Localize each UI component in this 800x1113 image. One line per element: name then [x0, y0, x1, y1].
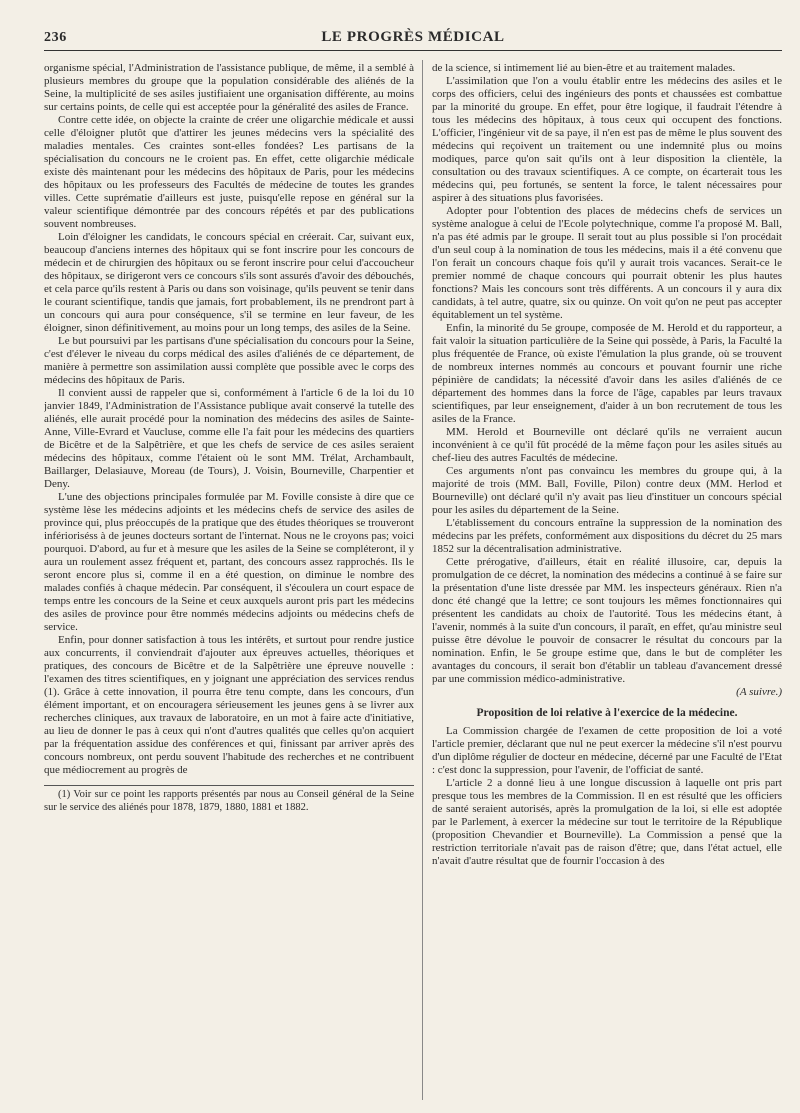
paragraph: Il convient aussi de rappeler que si, conformément à l'article 6 de la loi du 10 janvier 1849, l'Administration de l'Assistance publique avait conservé la tutelle des aliénés, elle aurait procédé pour la nomination des médecins des asiles de Sainte-Anne, Ville-Evrard et Vaucluse, comme elle l'a fait pour les médecins des quartiers de Bicêtre et de la Salpêtrière, et que les chefs de service de ces asiles seraient médecins des hôpitaux, comme l'étaient où le sont MM. Trélat, Archambault, Baillarger, Delasiauve, Moreau (de Tours), J. Voisin, Bourneville, Charpentier et Deny.	[44, 387, 414, 490]
column-divider	[422, 60, 423, 1100]
paragraph: La Commission chargée de l'examen de cette proposition de loi a voté l'article premier, déclarant que nul ne peut exercer la médecine s'il n'est pourvu d'un diplôme régulier de docteur en médecine, décerné par une Faculté de l'Etat : c'est donc la suppression, pour l'avenir, de l'officiat de santé.	[432, 725, 782, 776]
paragraph: Le but poursuivi par les partisans d'une spécialisation du concours pour la Seine, c'est d'élever le niveau du corps médical des asiles d'aliénés de ce département, de manière à permettre son assimilation aussi complète que possible avec le corps des médecins des hôpitaux de Paris.	[44, 335, 414, 386]
paragraph: MM. Herold et Bourneville ont déclaré qu'ils ne verraient aucun inconvénient à ce qu'il fût procédé de la même façon pour les asiles situés au chef-lieu des autres Facultés de médecine.	[432, 426, 782, 464]
right-column	[432, 62, 782, 1096]
journal-title: LE PROGRÈS MÉDICAL	[321, 29, 505, 45]
footnote: (1) Voir sur ce point les rapports présentés par nous au Conseil général de la Seine sur le service des aliénés pour 1878, 1879, 1880, 1881 et 1882.	[44, 789, 414, 813]
paragraph: de la science, si intimement lié au bien-être et au traitement malades.	[432, 62, 736, 74]
paragraph: Contre cette idée, on objecte la crainte de créer une oligarchie médicale et aussi celle d'éloigner plutôt que d'attirer les jeunes médecins vers la spécialité des maladies mentales. Ces craintes sont-elles fondées? Les partisans de la spécialisation du concours ne le croient pas. En effet, cette oligarchie médicale existe dès maintenant pour les médecins des hôpitaux de Paris, pour les médecins des hôpitaux ou les professeurs des Facultés de médecine de toutes les grandes villes. Cette suprématie d'ailleurs est juste, puisqu'elle repose en général sur la valeur scientifique démontrée par des concours répétés et par des publications souvent nombreuses.	[44, 114, 414, 230]
paragraph: Cette prérogative, d'ailleurs, était en réalité illusoire, car, depuis la promulgation de ce décret, la nomination des médecins a continué à se faire sur la présentation d'une liste dressée par MM. les inspecteurs généraux. Rien n'a donc été changé que la lettre; ce sont toujours les mêmes fonctionnaires qui présentent les candidats au choix de l'autorité. Tous les médecins étant, à l'avenir, nommés à la suite d'un concours, il paraît, en effet, qu'au ministre seul puisse être dévolue le pouvoir de consacrer le résultat du concours par la nomination. Enfin, le 5e groupe estime que, dans le but de compléter les avantages du concours, il serait bon d'établir un tableau d'avancement dressé par une commission médico-administrative.	[432, 556, 782, 685]
to-be-continued: (A suivre.)	[736, 686, 782, 698]
paragraph: L'une des objections principales formulée par M. Foville consiste à dire que ce système lèse les médecins adjoints et les médecins chefs de service des asiles de province qui, plus préoccupés de la pratique que des études théoriques se trouveront inférioriséss à de jeunes docteurs sortant de l'internat. Nous ne le croyons pas; voici pourquoi. D'abord, au fur et à mesure que les asiles de la Seine se compléteront, il y aura un roulement assez fréquent et, partant, des concours assez rapprochés. Ils le seront encore plus si, comme il en a été question, on diminue le nombre des malades confiés à chaque médecin. Par conséquent, il s'écoulera un court espace de temps entre les concours de la Seine et ceux auxquels auront pris part les médecins des asiles de province pour être nommés médecins adjoints ou médecins chefs de service.	[44, 491, 414, 633]
section-title: Proposition de loi relative à l'exercice de la médecine.	[476, 707, 738, 719]
paragraph: L'établissement du concours entraîne la suppression de la nomination des médecins par les préfets, conformément aux dispositions du décret du 25 mars 1852 sur la décentralisation administrative.	[432, 517, 782, 555]
page-number: 236	[44, 30, 67, 45]
paragraph: Adopter pour l'obtention des places de médecins chefs de services un système analogue à celui de l'Ecole polytechnique, comme l'a proposé M. Ball, n'a pas été admis par le groupe. Il serait tout au plus possible si l'on procédait d'un seul coup à la nomination de tous les médecins, mais il a été convenu que l'on ferait un concours chaque fois qu'il y aurait trois vacances. Serait-ce le premier nommé de chaque concours qui pourrait obtenir les plus hautes fonctions? Mais les concours sont très différents. A un concours il y aura dix candidats, à tel autre, quatre, six ou quinze. On voit qu'on ne peut pas accepter équitablement un tel système.	[432, 205, 782, 321]
left-column	[44, 62, 414, 1096]
paragraph: Ces arguments n'ont pas convaincu les membres du groupe qui, à la majorité de trois (MM. Ball, Foville, Pilon) contre deux (MM. Herlod et Bourneville) ont déclaré qu'il n'y avait pas lieu d'instituer un concours spécial pour les asiles du département de la Seine.	[432, 465, 782, 516]
footnote-separator	[44, 785, 414, 814]
page-header	[44, 28, 782, 51]
paragraph: L'article 2 a donné lieu à une longue discussion à laquelle ont pris part presque tous les membres de la Commission. Il en est résulté que les officiers de santé seraient autorisés, après la promulgation de la loi, si elle est adoptée par le Parlement, à exercer la médecine sur tout le territoire de la République (proposition Chevandier et Bourneville). La Commission a pensé que la restriction territoriale n'avait pas de raison d'être; que, dans l'état actuel, elle n'avait d'autre résultat que de fournir l'occasion à des	[432, 777, 782, 867]
paragraph: organisme spécial, l'Administration de l'assistance publique, de même, il a semblé à plusieurs membres du groupe que la population considérable des aliénés de la Seine, la multiplicité de ses asiles justifiaient une organisation différente, au moins sur certains points, de celle qui est acceptée pour la généralité des asiles de France.	[44, 62, 414, 113]
paragraph: Enfin, la minorité du 5e groupe, composée de M. Herold et du rapporteur, a fait valoir la situation particulière de la Seine qui possède, à Paris, la Faculté la plus fréquentée de France, où existe l'émulation la plus grande, où se trouvent de nombreux internes nommés au concours et pouvant fournir une riche pépinière de candidats; la nécessité d'avoir dans les asiles d'aliénés de ce département des hommes dans la force de l'âge, capables par leurs travaux scientifiques, par leur enseignement, d'aider à un bon recrutement de tous les asiles de la France.	[432, 322, 782, 425]
paragraph: Loin d'éloigner les candidats, le concours spécial en créerait. Car, suivant eux, beaucoup d'anciens internes des hôpitaux qui se font inscrire pour les concours de médecin et de chirurgien des hôpitaux ou se feront inscrire pour celui d'accoucheur des hôpitaux, se dirigeront vers ce concours s'ils sont assurés d'avoir des débouchés, et cela parce qu'ils restent à Paris ou dans son voisinage, qu'ils peuvent se tenir dans le courant scientifique, tandis que jamais, fort probablement, ils ne prendront part à un concours qui aura pour conséquence, s'il se termine en leur faveur, de les éloigner, sinon définitivement, au moins pour un long temps, des asiles de la Seine.	[44, 231, 414, 334]
paragraph: Enfin, pour donner satisfaction à tous les intérêts, et surtout pour rendre justice aux concurrents, il conviendrait d'ajouter aux épreuves actuelles, théoriques et pratiques, des concours de Bicêtre et de la Salpêtrière une épreuve nouvelle : l'examen des titres scientifiques, en y joignant une appréciation des services rendus (1). Grâce à cette innovation, il pourra être tenu compte, dans les concours, d'un élément important, et on encouragera sérieusement les jeunes gens à se livrer aux recherches cliniques, aux travaux de laboratoire, en un mot à faire acte d'initiative, au lieu de donner le pas à ceux qui n'ont d'autres qualités que celles qu'on acquiert par la fréquentation assidue des conférences et qui, finissant par arriver après des concours nombreux, ont perdu souvent l'habitude des recherches et ne contribuent que médiocrement au progrès de	[44, 634, 414, 776]
paragraph: L'assimilation que l'on a voulu établir entre les médecins des asiles et le corps des officiers, celui des ingénieurs des ponts et chaussées est combattue par la minorité du groupe. En effet, pour être logique, il faudrait l'étendre à tous les médecins des hôpitaux, à tous ceux qui occupent des fonctions. L'officier, l'ingénieur vit de sa paye, il n'en est pas de même le plus souvent des médecins qui reçoivent un traitement ou une indemnité plus ou moins modiques, parce qu'on sait qu'ils ont à leur disposition la clientèle, la consultation ou des travaux scientifiques. A ce compte, on écarterait tous les médecins qui, peu fortunés, se sentent la force, le talent nécessaires pour aspirer à des situations plus favorisées.	[432, 75, 782, 204]
